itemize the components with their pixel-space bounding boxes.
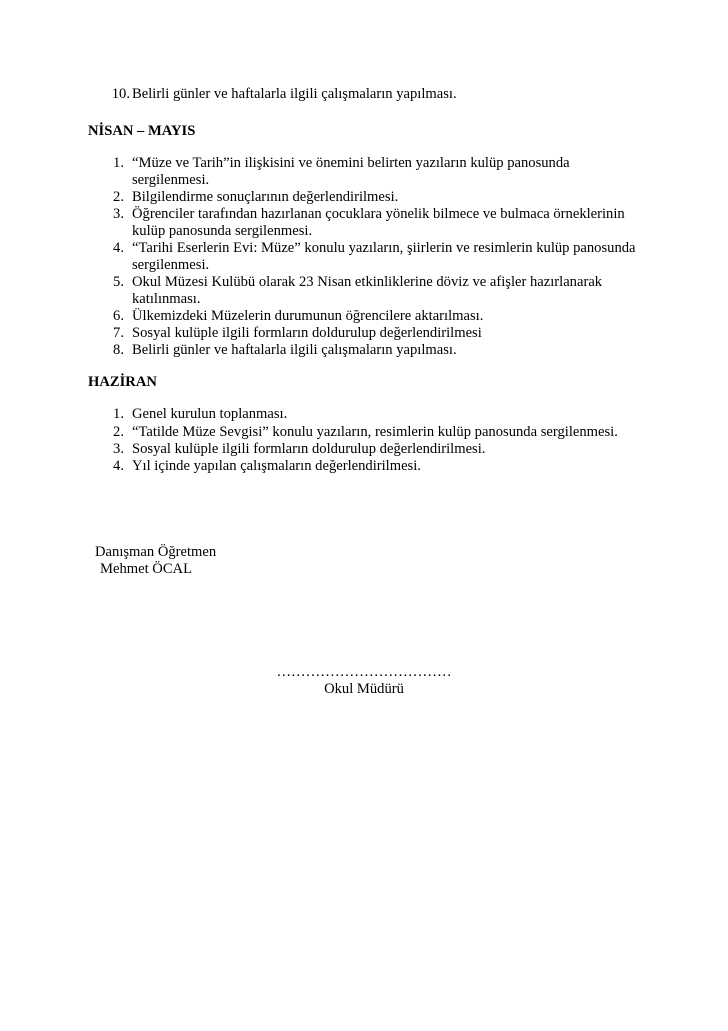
list-item-text: kulüp panosunda sergilenmesi. [132,223,313,239]
list-item-text: Yıl içinde yapılan çalışmaların değerlendirilmesi. [132,458,421,474]
list-number: 4. [113,458,124,474]
list-item-text: sergilenmesi. [132,172,210,188]
section-heading-nisan-mayis: NİSAN – MAYIS [88,123,196,139]
list-item-text: Sosyal kulüple ilgili formların doldurulup değerlendirilmesi [132,325,482,341]
list-item-text: Bilgilendirme sonuçlarının değerlendirilmesi. [132,189,399,205]
teacher-role: Danışman Öğretmen [95,544,217,560]
list-item-text: katılınması. [132,291,201,307]
list-number: 8. [113,342,124,358]
list-number: 10. [111,86,130,102]
list-item-text: Belirli günler ve haftalarla ilgili çalışmaların yapılması. [132,86,457,102]
list-number: 2. [113,189,124,205]
list-number: 1. [113,406,124,422]
list-number: 1. [113,155,124,171]
list-item-text: Ülkemizdeki Müzelerin durumunun öğrencilere aktarılması. [132,308,484,324]
list-item-text: “Müze ve Tarih”in ilişkisini ve önemini belirten yazıların kulüp panosunda [132,155,570,171]
list-number: 2. [113,424,124,440]
list-number: 5. [113,274,124,290]
section-heading-haziran: HAZİRAN [88,374,157,390]
list-item-text: Öğrenciler tarafından hazırlanan çocuklara yönelik bilmece ve bulmaca örneklerinin [132,206,625,222]
list-number: 7. [113,325,124,341]
list-number: 4. [113,240,124,256]
teacher-name: Mehmet ÖCAL [100,561,193,577]
list-item-text: Genel kurulun toplanması. [132,406,288,422]
list-item-text: sergilenmesi. [132,257,210,273]
list-item-text: Belirli günler ve haftalarla ilgili çalışmaların yapılması. [132,342,457,358]
principal-role: Okul Müdürü [324,681,404,697]
list-item-text: “Tatilde Müze Sevgisi” konulu yazıların, resimlerin kulüp panosunda sergilenmesi. [132,424,618,440]
list-item-text: “Tarihi Eserlerin Evi: Müze” konulu yazıların, şiirlerin ve resimlerin kulüp panosunda [132,240,636,256]
list-number: 3. [113,441,124,457]
list-item-text: Okul Müzesi Kulübü olarak 23 Nisan etkinliklerine döviz ve afişler hazırlanarak [132,274,603,290]
list-number: 3. [113,206,124,222]
principal-signature-line: ……………………………… [276,664,452,680]
list-number: 6. [113,308,124,324]
list-item-text: Sosyal kulüple ilgili formların doldurulup değerlendirilmesi. [132,441,486,457]
